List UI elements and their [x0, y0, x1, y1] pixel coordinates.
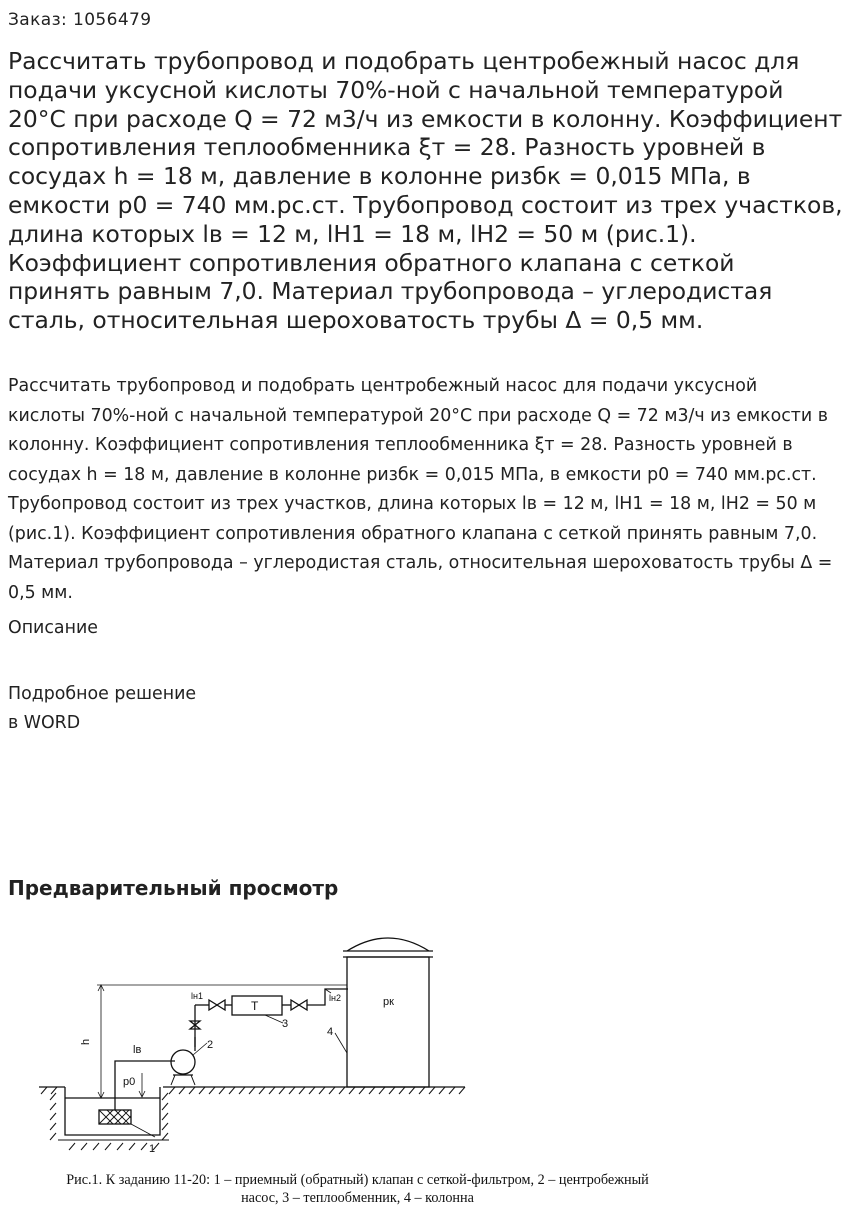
label-heat-exchanger: T	[251, 999, 259, 1013]
valve-2	[291, 1000, 307, 1010]
column-dome	[347, 938, 429, 951]
solution-line-2: в WORD	[8, 712, 81, 733]
valve-1	[209, 1000, 225, 1010]
label-num-2: 2	[207, 1039, 214, 1051]
foot-valve-filter	[99, 1110, 131, 1124]
order-number: Заказ: 1056479	[8, 10, 152, 30]
label-num-3: 3	[282, 1018, 289, 1030]
column	[347, 957, 429, 1087]
pipeline-figure	[25, 925, 725, 1225]
preview-heading: Предварительный просмотр	[8, 876, 339, 900]
caption-line-1: Рис.1. К заданию 11-20: 1 – приемный (обратный) клапан с сеткой-фильтром, 2 – центробежный	[66, 1172, 649, 1188]
label-pk: рк	[383, 996, 394, 1008]
label-lb: lв	[133, 1044, 142, 1056]
task-title: Рассчитать трубопровод и подобрать центробежный насос для подачи уксусной кислоты 70%-ной с начальной температурой 20°С при расходе Q = 72 м3/ч из емкости в колонну. Коэффициент сопротивления теплообменника ξт = 28. Разность уровней в сосудах h = 18 м, давление в колонне ризбк = 0,015 МПа, в емкости р0 = 740 мм.рс.ст. Трубопровод состоит из трех участков, длина которых lв = 12 м, lН1 = 18 м, lН2 = 50 м (рис.1). Коэффициент сопротивления обратного клапана с сеткой принять равным 7,0. Материал трубопровода – углеродистая сталь, относительная шероховатость трубы Δ = 0,5 мм.	[8, 47, 843, 335]
label-p0: р0	[123, 1076, 136, 1088]
label-lh2: lн2	[329, 993, 341, 1003]
caption-line-2: насос, 3 – теплообменник, 4 – колонна	[241, 1190, 474, 1206]
label-lh1: lн1	[191, 991, 203, 1001]
label-h: h	[80, 1038, 92, 1045]
ground-hatching	[169, 1087, 465, 1094]
solution-line-1: Подробное решение	[8, 684, 197, 704]
label-num-1: 1	[149, 1143, 156, 1155]
label-num-4: 4	[327, 1026, 334, 1038]
centrifugal-pump	[171, 1050, 195, 1074]
pipeline-diagram	[25, 925, 725, 1170]
solution-format	[8, 680, 196, 737]
pressure-pipe	[307, 989, 348, 1005]
figure-caption	[25, 1171, 690, 1207]
description-label: Описание	[8, 618, 98, 638]
task-description: Рассчитать трубопровод и подобрать центробежный насос для подачи уксусной кислоты 70%-ной с начальной температурой 20°С при расходе Q = 72 м3/ч из емкости в колонну. Коэффициент сопротивления теплообменника ξт = 28. Разность уровней в сосудах h = 18 м, давление в колонне ризбк = 0,015 МПа, в емкости р0 = 740 мм.рс.ст. Трубопровод состоит из трех участков, длина которых lв = 12 м, lН1 = 18 м, lН2 = 50 м (рис.1). Коэффициент сопротивления обратного клапана с сеткой принять равным 7,0. Материал трубопровода – углеродистая сталь, относительная шероховатость трубы Δ = 0,5 мм.	[8, 376, 833, 603]
